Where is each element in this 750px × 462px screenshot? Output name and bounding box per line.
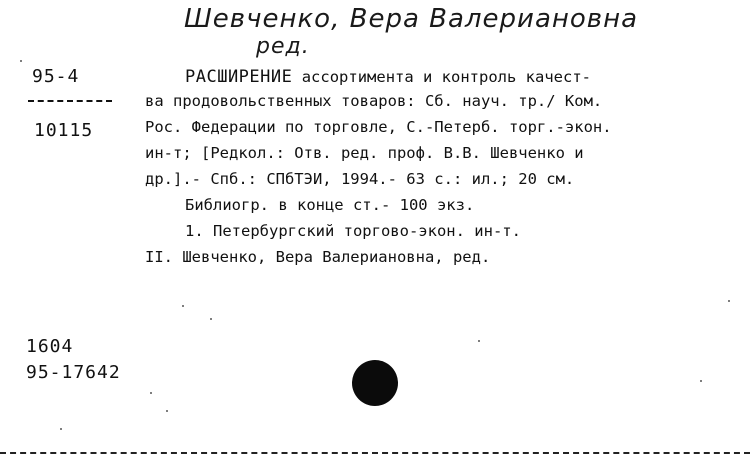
speck bbox=[166, 410, 168, 412]
speck bbox=[210, 318, 212, 320]
tracing-line-1: 1. Петербургский торгово-экон. ин-т. bbox=[185, 222, 521, 240]
shelfmark-top: 95-4 bbox=[32, 66, 80, 87]
handwritten-role: ред. bbox=[256, 34, 310, 59]
speck bbox=[20, 60, 22, 62]
description-line-5: др.].- Спб.: СПбТЭИ, 1994.- 63 с.: ил.; 20 см. bbox=[145, 170, 575, 188]
shelfmark-divider bbox=[28, 100, 112, 102]
speck bbox=[728, 300, 730, 302]
handwritten-heading: Шевченко, Вера Валериановна bbox=[184, 4, 639, 34]
tracing-line-2: II. Шевченко, Вера Валериановна, ред. bbox=[145, 248, 491, 266]
accession-number-bottom: 95-17642 bbox=[26, 362, 121, 383]
speck bbox=[150, 392, 152, 394]
description-line-4: ин-т; [Редкол.: Отв. ред. проф. В.В. Шевченко и bbox=[145, 144, 584, 162]
speck bbox=[182, 305, 184, 307]
speck bbox=[700, 380, 702, 382]
speck bbox=[478, 340, 480, 342]
speck bbox=[60, 428, 62, 430]
accession-number-top: 1604 bbox=[26, 336, 74, 357]
title-continuation: ассортимента и контроль качест- bbox=[301, 68, 591, 86]
title-word: РАСШИРЕНИЕ bbox=[185, 67, 293, 87]
description-line-6: Библиогр. в конце ст.- 100 экз. bbox=[185, 196, 475, 214]
shelfmark-bottom: 10115 bbox=[34, 120, 94, 141]
punch-hole bbox=[352, 360, 398, 406]
description-line-1 bbox=[185, 66, 591, 88]
card-bottom-edge bbox=[0, 452, 750, 454]
description-line-2: ва продовольственных товаров: Сб. науч. тр./ Ком. bbox=[145, 92, 603, 110]
description-line-3: Рос. Федерации по торговле, С.-Петерб. торг.-экон. bbox=[145, 118, 612, 136]
